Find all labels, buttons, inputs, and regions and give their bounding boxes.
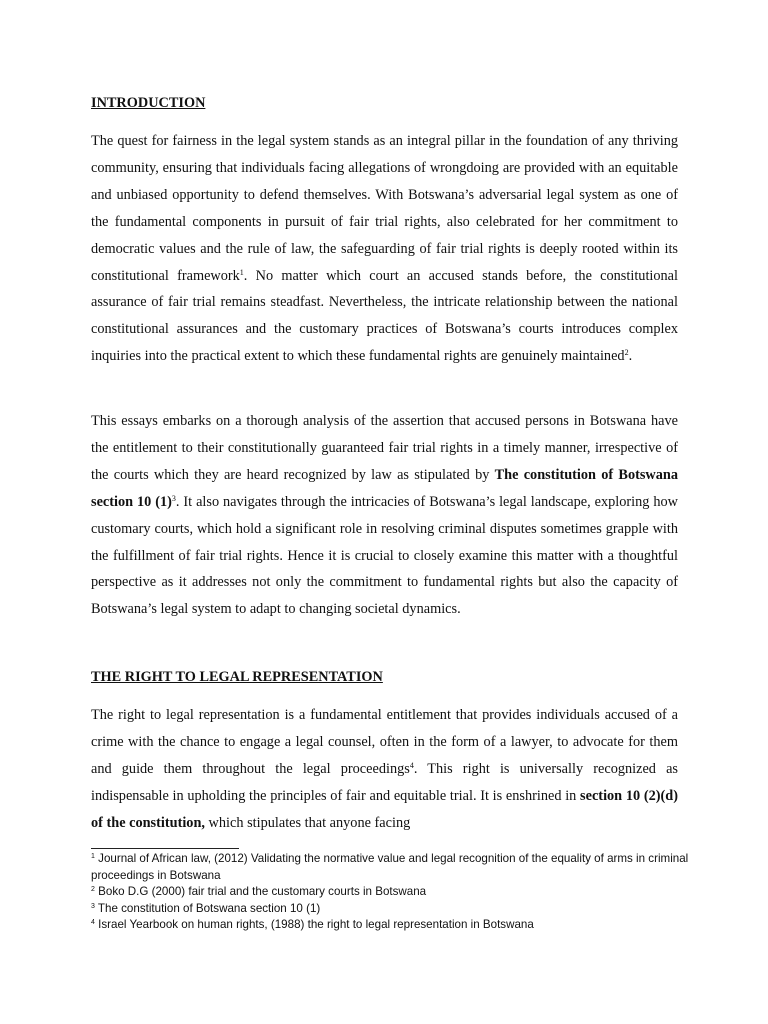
footnote-ref-3[interactable]: 3: [171, 493, 176, 503]
footnote-number: 3: [91, 902, 95, 910]
footnote-2: [91, 884, 691, 901]
paragraph-text: . No matter which court an accused stands before, the constitutional assurance of fair trial remains steadfast. Nevertheless, the intricate relationship between the national constitutional assurances and the customary practices of Botswana’s courts introduces complex inquiries into the practical extent to which these fundamental rights are genuinely maintained: [91, 267, 678, 365]
paragraph-legal-representation-1: [91, 702, 678, 837]
paragraph-text: . This right is universally recognized as indispensable in upholding the principles of fair and equitable trial. It is enshrined in: [91, 760, 678, 804]
footnote-text: Israel Yearbook on human rights, (1988) the right to legal representation in Botswana: [98, 918, 534, 931]
paragraph-text: The quest for fairness in the legal system stands as an integral pillar in the foundation of any thriving community, ensuring that individuals facing allegations of wrongdoing are provided with an equitable and unbiased opportunity to defend themselves. With Botswana’s adversarial legal system as one of the fundamental components in pursuit of fair trial rights, also celebrated for her commitment to democratic values and the rule of law, the safeguarding of fair trial rights is deeply rooted within its constitutional framework: [91, 133, 678, 284]
paragraph-text: The right to legal representation is a fundamental entitlement that provides individuals accused of a crime with the chance to engage a legal counsel, often in the form of a lawyer, to advocate for them and guide them throughout the legal proceedings: [91, 707, 678, 777]
paragraph-text: . It also navigates through the intricacies of Botswana’s legal landscape, exploring how customary courts, which hold a significant role in resolving criminal disputes sometimes grapple with the fulfillment of fair trial rights. Hence it is crucial to closely examine this matter with a thoughtful perspective as it addresses not only the commitment to fundamental rights but also the capacity of Botswana’s legal system to adapt to changing societal dynamics.: [91, 493, 678, 618]
footnote-number: 2: [91, 886, 95, 893]
bold-citation: The constitution of Botswana section 10 (1): [91, 466, 678, 510]
footnote-ref-4[interactable]: 4: [409, 760, 414, 770]
footnote-1: [91, 851, 691, 884]
paragraph-text: which stipulates that anyone facing: [204, 814, 411, 831]
section-heading-legal-representation: THE RIGHT TO LEGAL REPRESENTATION: [91, 669, 383, 685]
footnote-text: Journal of African law, (2012) Validating the normative value and legal recognition of the equality of arms in criminal proceedings in Botswana: [91, 852, 689, 882]
paragraph-text: This essays embarks on a thorough analysis of the assertion that accused persons in Botswana have the entitlement to their constitutionally guaranteed fair trial rights in a timely manner, irrespective of the courts which they are heard recognized by law as stipulated by: [91, 413, 678, 483]
bold-citation: section 10 (2)(d) of the constitution,: [91, 787, 678, 831]
paragraph-introduction-1: [91, 128, 678, 370]
footnote-ref-2[interactable]: 2: [624, 348, 629, 358]
footnote-3: [91, 901, 691, 918]
paragraph-text: .: [628, 348, 633, 365]
footnote-text: Boko D.G (2000) fair trial and the customary courts in Botswana: [98, 885, 427, 898]
footnote-number: 1: [91, 853, 95, 860]
footnote-text: The constitution of Botswana section 10 (1): [97, 901, 321, 915]
section-heading-introduction: INTRODUCTION: [91, 95, 206, 111]
paragraph-introduction-2: [91, 408, 678, 623]
footnote-separator: [91, 848, 239, 849]
footnotes: [91, 851, 691, 934]
footnote-4: [91, 917, 691, 934]
footnote-ref-1[interactable]: 1: [239, 267, 244, 277]
footnote-number: 4: [91, 919, 95, 926]
